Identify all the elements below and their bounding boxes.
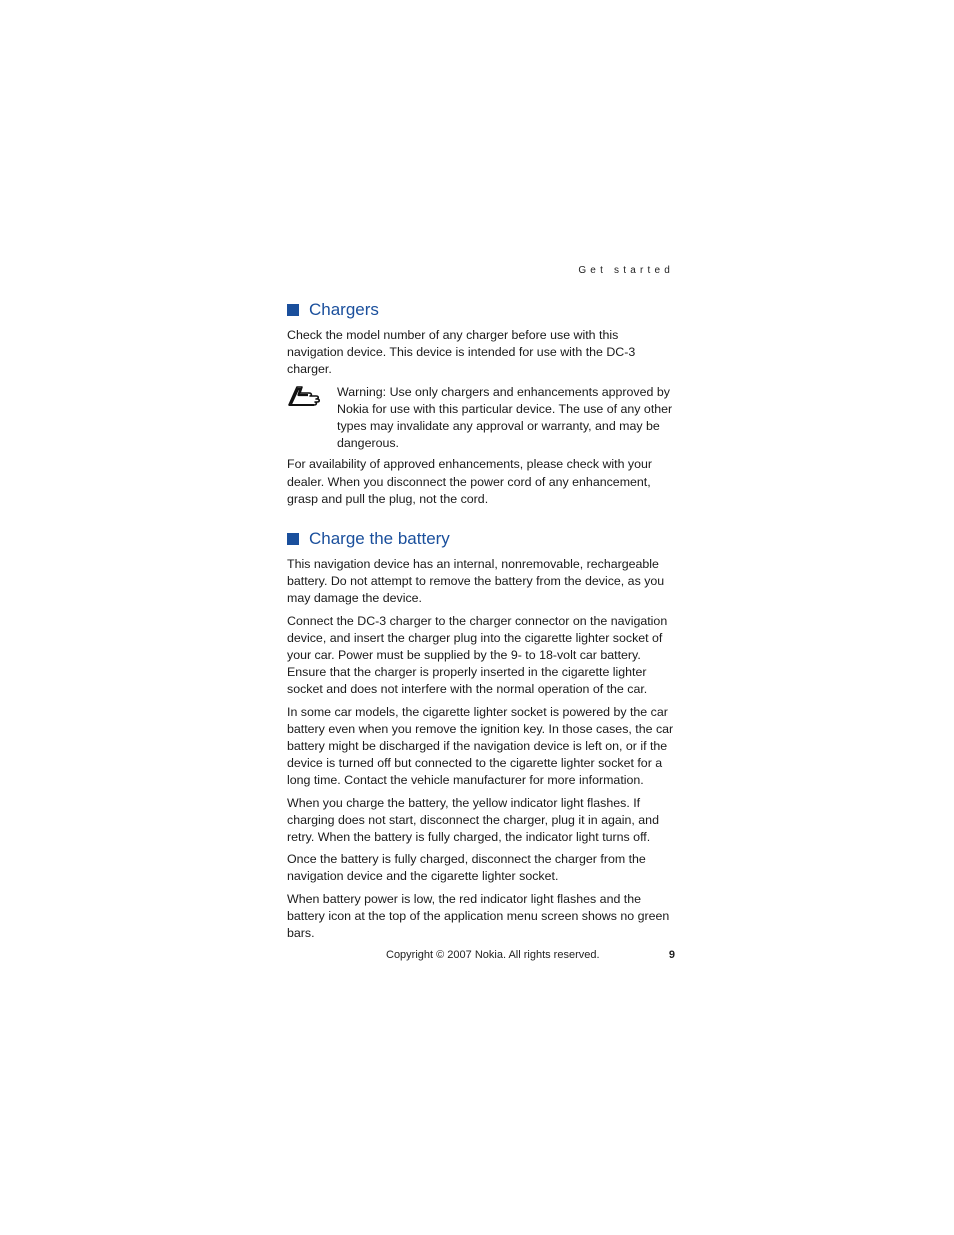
section-title: Charge the battery xyxy=(309,529,450,549)
paragraph: Connect the DC-3 charger to the charger connector on the navigation device, and insert the charger plug into the cigarette lighter socket of your car. Power must be supplied by the 9- to 18-volt car battery. Ensure that the charger is properly inserted in the cigarette lighter socket and does not interfere with the normal operation of the car. xyxy=(287,613,668,697)
paragraph: For availability of approved enhancements, please check with your dealer. When you disconnect the power cord of any enhancement, grasp and pull the plug, not the cord. xyxy=(287,457,653,506)
section-heading xyxy=(287,298,677,322)
paragraph: When battery power is low, the red indicator light flashes and the battery icon at the top of the application menu screen shows no green bars. xyxy=(287,891,670,941)
paragraph: In some car models, the cigarette lighter socket is powered by the car battery even when you remove the ignition key. In those cases, the car battery might be discharged if the navigation device is left on, or if the device is turned off but connected to the cigarette lighter socket for a long time. Contact the vehicle manufacturer for more information. xyxy=(287,704,674,788)
warning-text: Warning: Use only chargers and enhancements approved by Nokia for use with this particular device. The use of any other types may invalidate any approval or warranty, and may be dangerous. xyxy=(337,384,673,451)
page-number: 9 xyxy=(668,949,675,961)
section-chargers xyxy=(287,298,677,508)
warning-note xyxy=(287,384,677,453)
section-heading xyxy=(287,527,677,551)
section-charge-battery xyxy=(287,527,677,942)
paragraph: When you charge the battery, the yellow indicator light flashes. If charging does not start, disconnect the charger, plug it in again, and retry. When the battery is fully charged, the indicator light turns off. xyxy=(287,795,659,845)
warning-hand-icon xyxy=(287,384,337,413)
running-header: Get started xyxy=(578,265,674,276)
square-bullet-icon xyxy=(287,533,299,545)
section-title: Chargers xyxy=(309,300,379,319)
copyright-notice: Copyright © 2007 Nokia. All rights reserved. xyxy=(386,949,600,961)
square-bullet-icon xyxy=(287,304,299,316)
paragraph: This navigation device has an internal, nonremovable, rechargeable battery. Do not attempt to remove the battery from the device, as you may damage the device. xyxy=(287,557,665,606)
paragraph: Once the battery is fully charged, disconnect the charger from the navigation device and the cigarette lighter socket. xyxy=(287,852,646,884)
paragraph: Check the model number of any charger before use with this navigation device. This device is intended for use with the DC-3 charger. xyxy=(287,328,636,377)
page-content xyxy=(287,298,677,947)
